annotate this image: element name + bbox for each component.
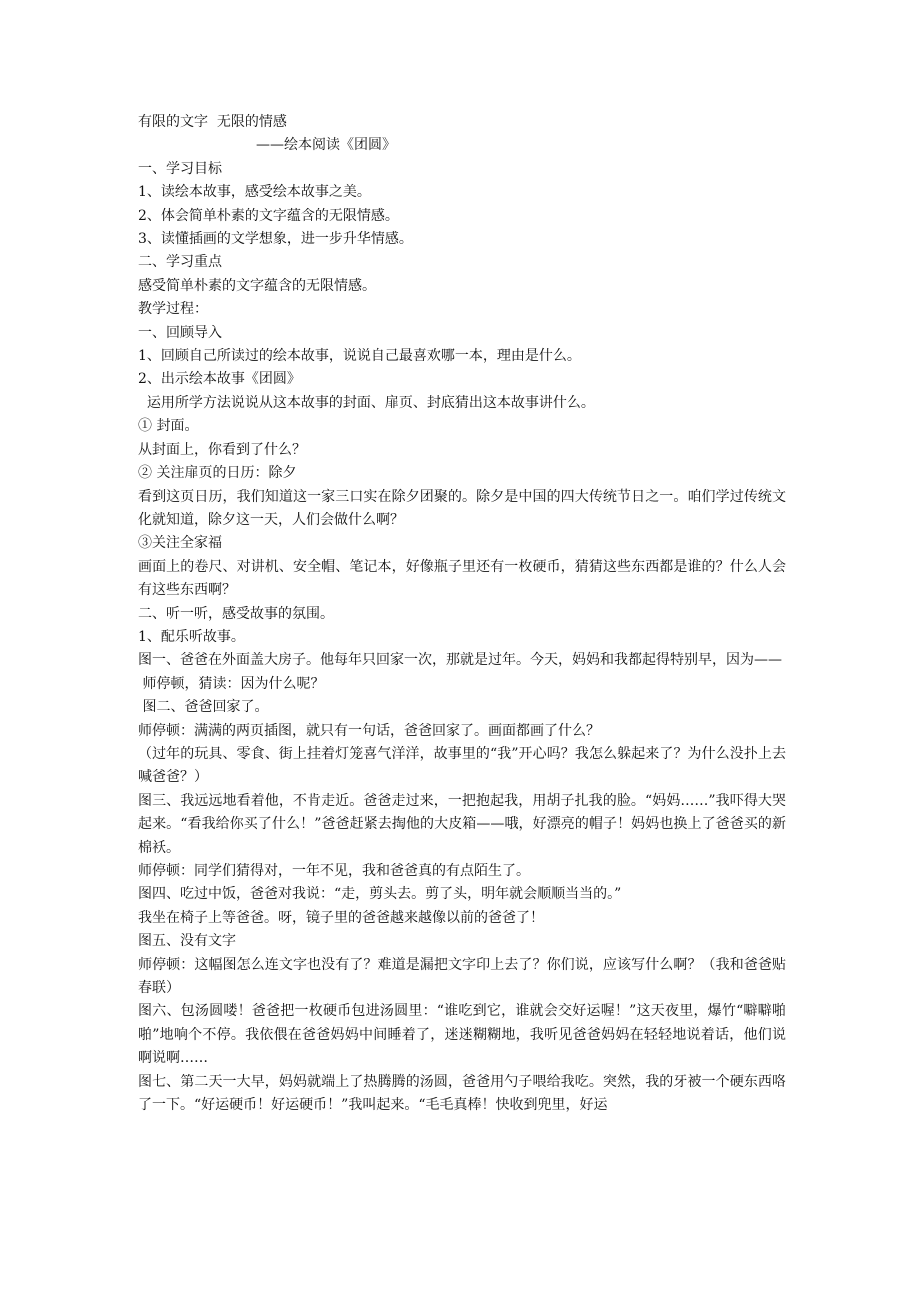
section-heading: 一、学习目标 (138, 160, 222, 177)
paragraph: 感受简单朴素的文字蕴含的无限情感。 (138, 277, 376, 294)
paragraph: 图一、爸爸在外面盖大房子。他每年只回家一次，那就是过年。今天，妈妈和我都起得特别早，因为—— (138, 652, 782, 669)
paragraph: 图二、爸爸回家了。 (138, 699, 269, 716)
paragraph: 画面上的卷尺、对讲机、安全帽、笔记本，好像瓶子里还有一枚硬币，猜猜这些东西都是谁的？什么人会有这些东西啊？ (138, 558, 786, 599)
paragraph: 图三、我远远地看着他，不肯走近。爸爸走过来，一把抱起我，用胡子扎我的脸。“妈妈……”我吓得大哭起来。“看我给你买了什么！”爸爸赶紧去掏他的大皮箱——哦，好漂亮的帽子！妈妈也换上了爸爸买的新棉袄。 (138, 792, 786, 856)
paragraph: 师停顿：这幅图怎么连文字也没有了？难道是漏把文字印上去了？你们说，应该写什么啊？（我和爸爸贴春联） (138, 956, 786, 997)
list-item: ③关注全家福 (138, 535, 222, 552)
section-heading: 一、回顾导入 (138, 324, 222, 341)
document-subtitle: ——绘本阅读《团圆》 (256, 137, 396, 154)
list-item: 1、读绘本故事，感受绘本故事之美。 (138, 184, 371, 201)
section-heading: 教学过程： (138, 301, 208, 318)
paragraph: 图四、吃过中饭，爸爸对我说：“走，剪头去。剪了头，明年就会顺顺当当的。” (138, 886, 622, 903)
paragraph: 图六、包汤圆喽！爸爸把一枚硬币包进汤圆里：“谁吃到它，谁就会交好运喔！”这天夜里，爆竹“噼噼啪啪”地响个不停。我依偎在爸爸妈妈中间睡着了，迷迷糊糊地，我听见爸爸妈妈在轻轻地说着话，他们说啊说啊…… (138, 1003, 786, 1067)
document-title: 有限的文字 无限的情感 (138, 114, 287, 130)
paragraph: 我坐在椅子上等爸爸。呀，镜子里的爸爸越来越像以前的爸爸了！ (138, 909, 544, 926)
list-item: 2、体会简单朴素的文字蕴含的无限情感。 (138, 207, 399, 224)
list-item: 3、读懂插画的文学想象，进一步升华情感。 (138, 231, 413, 248)
list-item: 1、回顾自己所读过的绘本故事，说说自己最喜欢哪一本，理由是什么。 (138, 348, 581, 365)
paragraph: 从封面上，你看到了什么？ (138, 441, 306, 458)
list-item: ② 关注扉页的日历：除夕 (138, 465, 297, 482)
paragraph: 看到这页日历，我们知道这一家三口实在除夕团聚的。除夕是中国的四大传统节日之一。咱们学过传统文化就知道，除夕这一天，人们会做什么啊？ (138, 488, 786, 528)
paragraph: 师停顿：满满的两页插图，就只有一句话，爸爸回家了。画面都画了什么？ (138, 722, 600, 739)
list-item: ① 封面。 (138, 418, 199, 435)
paragraph: 图五、没有文字 (138, 933, 236, 950)
section-heading: 二、学习重点 (138, 254, 222, 271)
paragraph: 运用所学方法说说从这本故事的封面、扉页、封底猜出这本故事讲什么。 (138, 394, 595, 411)
document-page (138, 111, 786, 1117)
list-item: 1、配乐听故事。 (138, 628, 245, 645)
section-heading: 二、听一听，感受故事的氛围。 (138, 605, 334, 622)
paragraph: 师停顿：同学们猜得对，一年不见，我和爸爸真的有点陌生了。 (138, 863, 530, 879)
paragraph: （过年的玩具、零食、街上挂着灯笼喜气洋洋，故事里的“我”开心吗？我怎么躲起来了？为什么没扑上去喊爸爸？） (138, 745, 786, 786)
list-item: 2、出示绘本故事《团圆》 (138, 371, 301, 388)
paragraph: 师停顿，猜读：因为什么呢？ (138, 675, 325, 692)
paragraph: 图七、第二天一大早，妈妈就端上了热腾腾的汤圆，爸爸用勺子喂给我吃。突然，我的牙被一个硬东西咯了一下。“好运硬币！好运硬币！”我叫起来。“毛毛真棒！快收到兜里，好运 (138, 1073, 786, 1114)
